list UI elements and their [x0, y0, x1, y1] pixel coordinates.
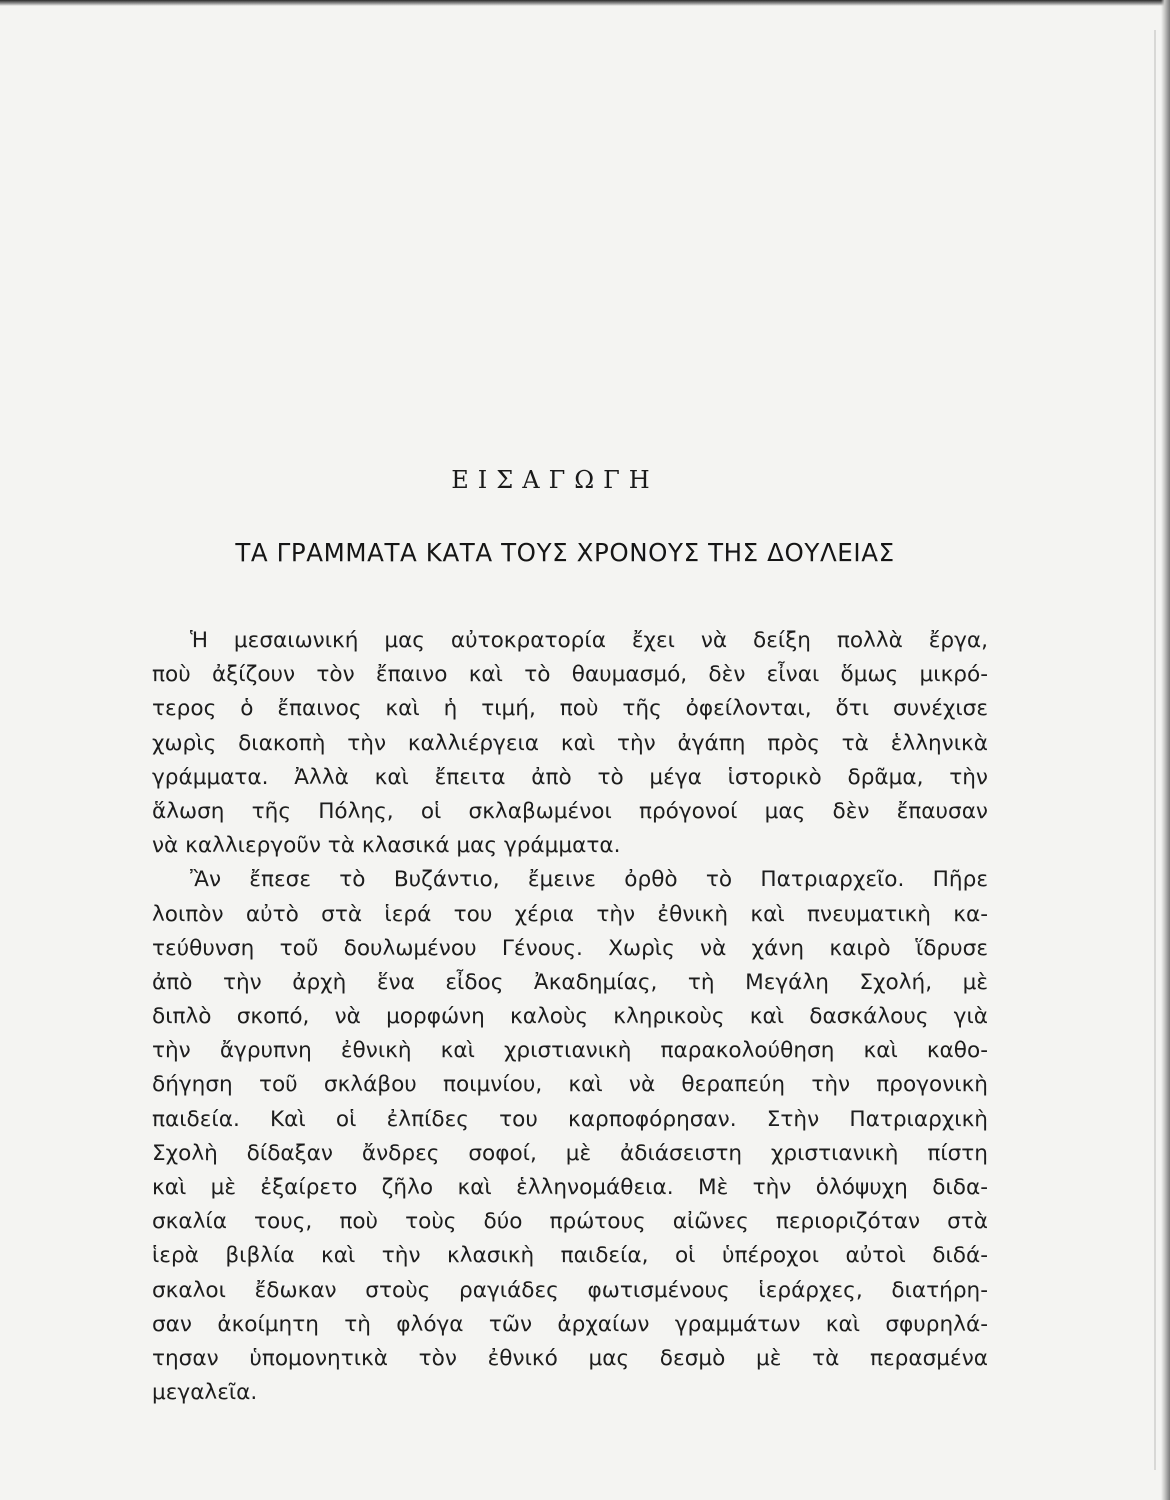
text-line: ποὺ ἀξίζουν τὸν ἔπαινο καὶ τὸ θαυμασμό, δὲν εἶναι ὅμως μικρό- [152, 662, 988, 688]
chapter-title: ΤΑ ΓΡΑΜΜΑΤΑ ΚΑΤΑ ΤΟΥΣ ΧΡΟΝΟΥΣ ΤΗΣ ΔΟΥΛΕΙΑΣ [235, 538, 895, 567]
text-line: σκαλοι ἔδωκαν στοὺς ραγιάδες φωτισμένους ἱεράρχες, διατήρη- [152, 1277, 988, 1303]
text-line: Σχολὴ δίδαξαν ἄνδρες σοφοί, μὲ ἀδιάσειστη χριστιανικὴ πίστη [152, 1140, 988, 1166]
text-line: τησαν ὑπομονητικὰ τὸν ἐθνικό μας δεσμὸ μὲ τὰ περασμένα [152, 1345, 988, 1371]
text-line: παιδεία. Καὶ οἱ ἐλπίδες του καρποφόρησαν. Στὴν Πατριαρχικὴ [152, 1106, 988, 1132]
text-line: νὰ καλλιεργοῦν τὰ κλασικά μας γράμματα. [152, 833, 621, 859]
text-line: μεγαλεῖα. [152, 1380, 258, 1406]
text-line: καὶ μὲ ἐξαίρετο ζῆλο καὶ ἑλληνομάθεια. Μὲ τὴν ὁλόψυχη διδα- [152, 1175, 988, 1200]
scan-right-edge [1161, 0, 1170, 1500]
text-line: λοιπὸν αὐτὸ στὰ ἱερά του χέρια τὴν ἐθνικὴ καὶ πνευματικὴ κα- [152, 901, 988, 927]
text-line: Ἡ μεσαιωνική μας αὐτοκρατορία ἔχει νὰ δείξη πολλὰ ἔργα, [190, 628, 988, 653]
text-line: τεύθυνση τοῦ δουλωμένου Γένους. Χωρὶς νὰ χάνη καιρὸ ἵδρυσε [152, 935, 988, 961]
body-text [152, 624, 988, 1410]
section-header: ΕΙΣΑΓΩΓΗ [451, 466, 659, 494]
text-line: διπλὸ σκοπό, νὰ μορφώνη καλοὺς κληρικοὺς καὶ δασκάλους γιὰ [152, 1004, 988, 1030]
text-line: τὴν ἄγρυπνη ἐθνικὴ καὶ χριστιανικὴ παρακολούθηση καὶ καθο- [152, 1038, 988, 1064]
text-line: τερος ὁ ἔπαινος καὶ ἡ τιμή, ποὺ τῆς ὀφείλονται, ὅτι συνέχισε [152, 696, 988, 722]
text-line: ἅλωση τῆς Πόλης, οἱ σκλαβωμένοι πρόγονοί μας δὲν ἔπαυσαν [152, 798, 988, 824]
text-line: Ἂν ἔπεσε τὸ Βυζάντιο, ἔμεινε ὀρθὸ τὸ Πατριαρχεῖο. Πῆρε [190, 867, 988, 893]
text-line: ἱερὰ βιβλία καὶ τὴν κλασικὴ παιδεία, οἱ ὑπέροχοι αὐτοὶ διδά- [152, 1243, 988, 1269]
text-line: σκαλία τους, ποὺ τοὺς δύο πρώτους αἰῶνες περιοριζόταν στὰ [152, 1209, 988, 1235]
text-line: δήγηση τοῦ σκλάβου ποιμνίου, καὶ νὰ θεραπεύη τὴν προγονικὴ [152, 1072, 988, 1098]
scan-top-edge [0, 0, 1170, 6]
text-line: ἀπὸ τὴν ἀρχὴ ἕνα εἶδος Ἀκαδημίας, τὴ Μεγάλη Σχολή, μὲ [152, 969, 988, 995]
text-line: σαν ἀκοίμητη τὴ φλόγα τῶν ἀρχαίων γραμμάτων καὶ σφυρηλά- [152, 1311, 988, 1337]
page-fold-line [1154, 30, 1156, 1470]
text-line: γράμματα. Ἀλλὰ καὶ ἔπειτα ἀπὸ τὸ μέγα ἱστορικὸ δρᾶμα, τὴν [152, 764, 988, 790]
text-line: χωρὶς διακοπὴ τὴν καλλιέργεια καὶ τὴν ἀγάπη πρὸς τὰ ἑλληνικὰ [152, 730, 988, 756]
